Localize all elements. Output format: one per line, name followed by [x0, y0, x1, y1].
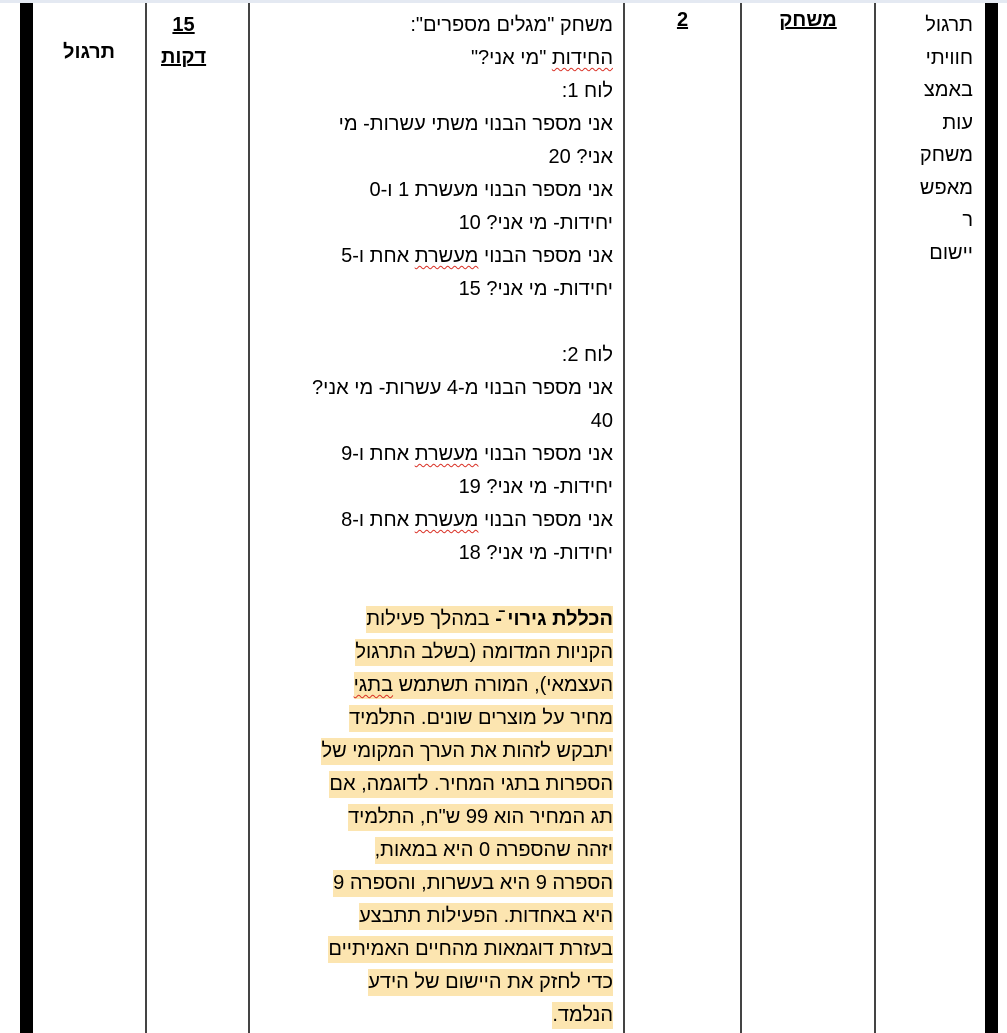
spellcheck-word[interactable]: החידות [551, 47, 613, 69]
method-label: משחק [779, 9, 837, 31]
board-2-line: יחידות- מי אני? 18 [458, 542, 613, 564]
board-1-line: אני מספר הבנוי משתי עשרות- מי [338, 113, 613, 135]
board-1-line: יחידות- מי אני? 10 [458, 212, 613, 234]
board-2-line: יחידות- מי אני? 19 [458, 476, 613, 498]
blank-line [263, 306, 613, 339]
phase-label: תרגול [63, 41, 115, 63]
board-1-label: לוח 1: [561, 80, 613, 102]
board-1-line: אני מספר הבנוי מעשרת אחת ו-5 [341, 245, 613, 267]
board-2-label: לוח 2: [561, 344, 613, 366]
generalization-heading: הכללת גירוי ̄- [495, 608, 613, 630]
time-unit: דקות [161, 46, 207, 68]
time-number: 15 [172, 14, 195, 36]
phase-cell [33, 3, 145, 1033]
step-number: 2 [676, 9, 689, 31]
spellcheck-word[interactable]: מעשרת [414, 443, 479, 465]
board-1-line: יחידות- מי אני? 15 [458, 278, 613, 300]
board-2-line: אני מספר הבנוי מעשרת אחת ו-8 [341, 509, 613, 531]
game-title-line: משחק "מגלים מספרים": [410, 14, 613, 36]
lesson-plan-table-row [20, 3, 998, 1033]
goal-cell [876, 3, 983, 1033]
board-1-line: אני? 20 [548, 146, 613, 168]
spellcheck-word[interactable]: מעשרת [414, 509, 479, 531]
method-cell [742, 3, 874, 1033]
spellcheck-word[interactable]: בתגי [353, 674, 394, 696]
board-2-line: 40 [590, 410, 613, 432]
board-2-line: אני מספר הבנוי מעשרת אחת ו-9 [341, 443, 613, 465]
number-cell [625, 3, 740, 1033]
blank-line [263, 570, 613, 603]
activity-description[interactable] [263, 9, 613, 1032]
goal-text: תרגול חוויתי באמצ עות משחק מאפש ר יישום [919, 14, 973, 264]
content-cell[interactable] [250, 3, 623, 1033]
time-cell [147, 3, 248, 1033]
stimulus-generalization-paragraph: הכללת גירוי ̄- במהלך פעילות הקניות המדומה (בשלב התרגול העצמאי), המורה תשתמש בתגי מחיר על מוצרים שונים. התלמיד יתבקש לזהות את הערך המקומי של הספרות בתגי המחיר. לדוגמה, אם תג המחיר הוא 99 ש"ח, התלמיד יזהה שהספרה 0 היא במאות, הספרה 9 היא בעשרות, והספרה 9 היא באחדות. הפעילות תתבצע בעזרת דוגמאות מהחיים האמיתיים כדי לחזק את היישום של הידע הנלמד. [263, 603, 613, 1032]
board-1-line: אני מספר הבנוי מעשרת 1 ו-0 [369, 179, 613, 201]
riddles-line: החידות "מי אני?" [470, 47, 613, 69]
board-2-line: אני מספר הבנוי מ-4 עשרות- מי אני? [312, 377, 613, 399]
spellcheck-word[interactable]: מעשרת [414, 245, 479, 267]
time-block [161, 9, 206, 73]
